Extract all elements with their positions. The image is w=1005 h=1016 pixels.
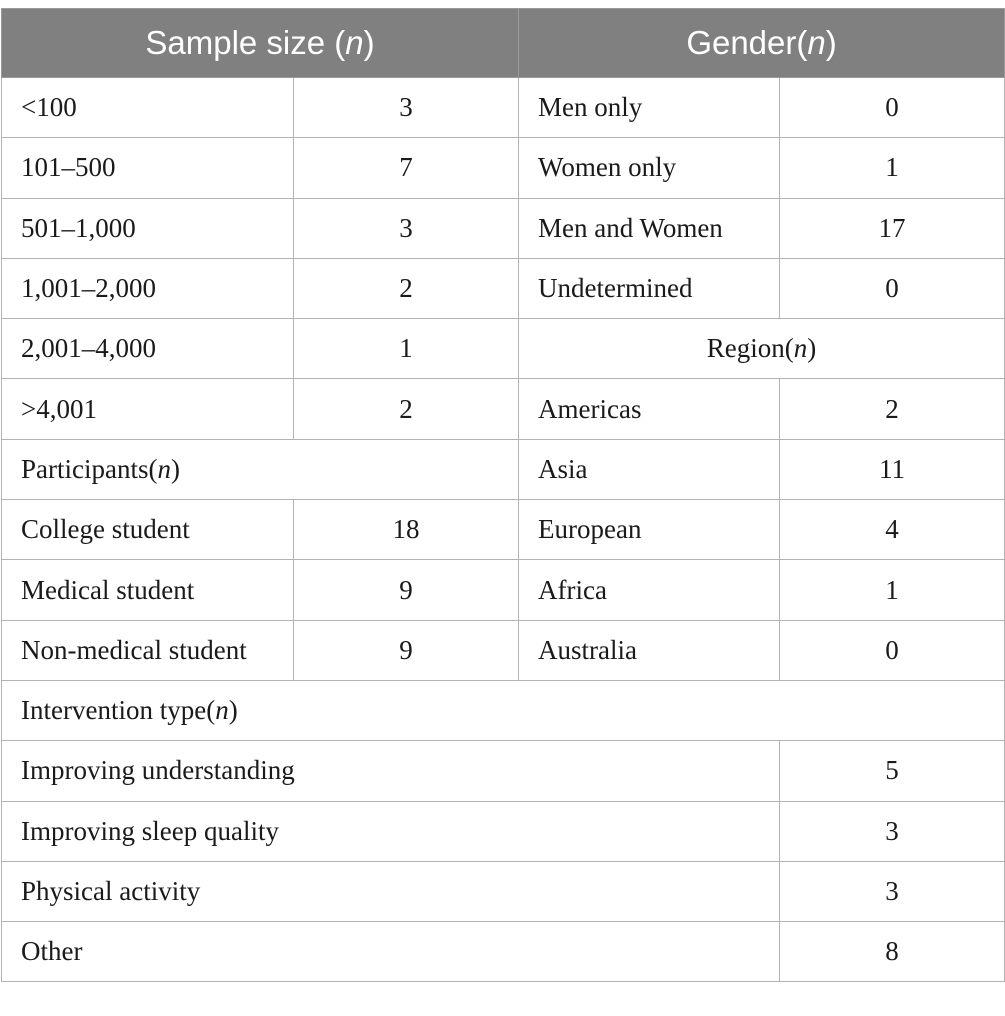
sample-size-header: Sample size (n) xyxy=(2,9,519,78)
table-row xyxy=(2,198,1005,258)
table-row xyxy=(2,138,1005,198)
summary-table xyxy=(1,8,1005,982)
region-value: 1 xyxy=(780,560,1005,620)
gender-label: Women only xyxy=(519,138,780,198)
table-row xyxy=(2,319,1005,379)
region-label: Australia xyxy=(519,620,780,680)
sample-size-value: 3 xyxy=(294,78,519,138)
region-value: 0 xyxy=(780,620,1005,680)
sample-size-label: 101–500 xyxy=(2,138,294,198)
region-label: Americas xyxy=(519,379,780,439)
intervention-label: Physical activity xyxy=(2,861,780,921)
gender-value: 0 xyxy=(780,78,1005,138)
sample-size-value: 3 xyxy=(294,198,519,258)
participants-label: College student xyxy=(2,500,294,560)
sample-size-value: 7 xyxy=(294,138,519,198)
table-row xyxy=(2,922,1005,982)
table-row xyxy=(2,680,1005,740)
sample-size-label: 501–1,000 xyxy=(2,198,294,258)
intervention-value: 8 xyxy=(780,922,1005,982)
gender-value: 0 xyxy=(780,258,1005,318)
gender-header: Gender(n) xyxy=(519,9,1005,78)
sample-size-label: 2,001–4,000 xyxy=(2,319,294,379)
sample-size-value: 2 xyxy=(294,258,519,318)
intervention-label: Improving understanding xyxy=(2,741,780,801)
participants-value: 18 xyxy=(294,500,519,560)
table-row xyxy=(2,78,1005,138)
table-row xyxy=(2,379,1005,439)
sample-size-value: 1 xyxy=(294,319,519,379)
intervention-value: 3 xyxy=(780,801,1005,861)
participants-value: 9 xyxy=(294,620,519,680)
table-row xyxy=(2,500,1005,560)
intervention-label: Other xyxy=(2,922,780,982)
intervention-label: Improving sleep quality xyxy=(2,801,780,861)
region-header: Region(n) xyxy=(519,319,1005,379)
gender-label: Undetermined xyxy=(519,258,780,318)
participants-value: 9 xyxy=(294,560,519,620)
gender-value: 1 xyxy=(780,138,1005,198)
sample-size-value: 2 xyxy=(294,379,519,439)
table-row xyxy=(2,861,1005,921)
intervention-value: 3 xyxy=(780,861,1005,921)
participants-label: Medical student xyxy=(2,560,294,620)
sample-size-label: >4,001 xyxy=(2,379,294,439)
gender-label: Men and Women xyxy=(519,198,780,258)
region-value: 11 xyxy=(780,439,1005,499)
region-label: European xyxy=(519,500,780,560)
table-row xyxy=(2,801,1005,861)
sample-size-label: 1,001–2,000 xyxy=(2,258,294,318)
region-value: 2 xyxy=(780,379,1005,439)
gender-label: Men only xyxy=(519,78,780,138)
header-row xyxy=(2,9,1005,78)
intervention-header: Intervention type(n) xyxy=(2,680,1005,740)
region-value: 4 xyxy=(780,500,1005,560)
table-row xyxy=(2,620,1005,680)
table-row xyxy=(2,560,1005,620)
sample-size-label: <100 xyxy=(2,78,294,138)
gender-value: 17 xyxy=(780,198,1005,258)
participants-header: Participants(n) xyxy=(2,439,519,499)
table-row xyxy=(2,258,1005,318)
table-row xyxy=(2,741,1005,801)
participants-label: Non-medical student xyxy=(2,620,294,680)
region-label: Asia xyxy=(519,439,780,499)
table-row xyxy=(2,439,1005,499)
intervention-value: 5 xyxy=(780,741,1005,801)
region-label: Africa xyxy=(519,560,780,620)
